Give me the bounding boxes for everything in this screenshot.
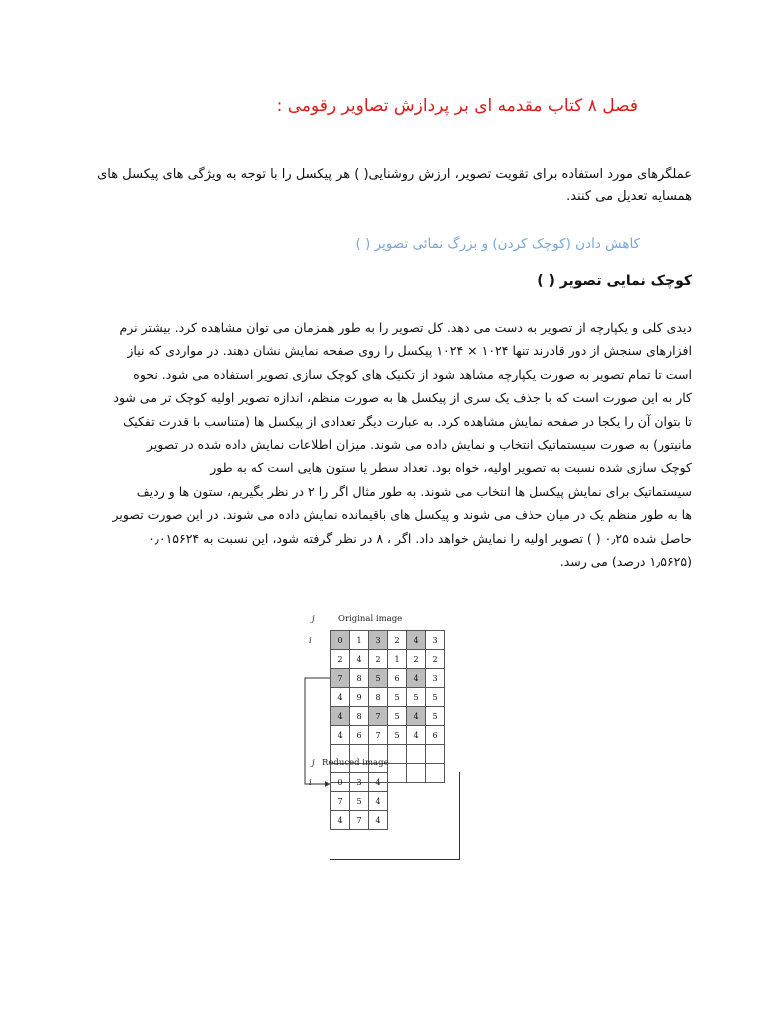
original-pixel-cell: 3 bbox=[426, 669, 445, 688]
body-line: سیستماتیک برای نمایش پیکسل ها انتخاب می شوند. به طور مثال اگر را ۲ در نظر بگیریم، ستون ها و ردیف bbox=[136, 483, 692, 499]
body-line: دیدی کلی و یکپارچه از تصویر به دست می دهد. کل تصویر را به طور همزمان می توان مشاهده کرد. بیشتر نرم bbox=[119, 320, 692, 335]
original-pixel-cell: 8 bbox=[369, 688, 388, 707]
body-line: کار به این صورت است که با جذف یک سری از پیکسل ها به صورت منظم، اندازه تصویر اولیه کوچک تر می شود bbox=[113, 390, 692, 406]
original-pixel-cell: 5 bbox=[369, 669, 388, 688]
reduced-pixel-cell: 4 bbox=[369, 773, 388, 792]
intro-paragraph: عملگرهای مورد استفاده برای تقویت تصویر، ارزش روشنایی( ) هر پیکسل را با توجه به ویژگی های پیکسل های همسایه تعدیل می کنند. bbox=[97, 167, 692, 204]
reduced-pixel-cell: 7 bbox=[350, 811, 369, 830]
reduced-pixel-cell: 5 bbox=[350, 792, 369, 811]
original-pixel-cell: 2 bbox=[331, 650, 350, 669]
reduced-pixel-cell: 4 bbox=[369, 792, 388, 811]
body-line: ها به طور منظم یک در میان حذف می شوند و پیکسل های باقیمانده نمایش داده می شوند. در این صورت تصویر bbox=[112, 507, 692, 523]
original-pixel-cell: 2 bbox=[426, 650, 445, 669]
original-pixel-cell: 2 bbox=[388, 631, 407, 650]
reduced-pixel-cell: 7 bbox=[331, 792, 350, 811]
row-marker-original: i bbox=[309, 636, 312, 646]
reduced-image-label: Reduced image bbox=[322, 758, 389, 768]
original-pixel-cell: 5 bbox=[426, 688, 445, 707]
original-pixel-cell: 4 bbox=[407, 631, 426, 650]
original-pixel-cell: 6 bbox=[426, 726, 445, 745]
reduced-image-frame bbox=[330, 772, 460, 860]
original-pixel-cell: 1 bbox=[388, 650, 407, 669]
original-pixel-cell: 5 bbox=[388, 707, 407, 726]
original-pixel-cell: 5 bbox=[426, 707, 445, 726]
original-pixel-cell: 7 bbox=[369, 707, 388, 726]
original-pixel-cell: 4 bbox=[407, 726, 426, 745]
body-line: (۱٫۵۶۲۵ درصد) می رسد. bbox=[559, 554, 692, 570]
section-heading-reduction: کوچک نمایی تصویر ( ) bbox=[537, 273, 692, 289]
original-pixel-cell: 7 bbox=[369, 726, 388, 745]
original-pixel-cell: 3 bbox=[426, 631, 445, 650]
original-pixel-cell: 9 bbox=[350, 688, 369, 707]
original-pixel-cell: 4 bbox=[350, 650, 369, 669]
body-text bbox=[77, 316, 692, 573]
reduced-pixel-cell: 4 bbox=[331, 811, 350, 830]
original-image-label: Original image bbox=[338, 614, 403, 624]
body-line: است تا تمام تصویر به صورت یکپارچه مشاهد شود از تکنیک های کوچک سازی تصویر استفاده می شود. نحوه bbox=[133, 366, 692, 382]
col-marker-original: j bbox=[312, 614, 315, 624]
reduced-pixel-cell: 0 bbox=[331, 773, 350, 792]
original-pixel-cell: 5 bbox=[388, 688, 407, 707]
body-line: کوچک سازی شده نسبت به تصویر اولیه، خواه بود. تعداد سطر یا ستون هایی است که به طور bbox=[210, 460, 692, 476]
original-pixel-cell: 4 bbox=[331, 707, 350, 726]
row-marker-reduced: i bbox=[309, 778, 312, 788]
chapter-title: فصل ۸ کتاب مقدمه ای بر پردازش تصاویر رقومی : bbox=[276, 96, 638, 116]
original-pixel-cell: 6 bbox=[350, 726, 369, 745]
original-pixel-cell: 4 bbox=[331, 726, 350, 745]
body-line: تا بتوان آن را یکجا در صفحه نمایش مشاهده کرد. به عبارت دیگر تعدادی از پیکسل ها (متناسب با قدرت تفکیک bbox=[123, 413, 692, 429]
original-pixel-cell: 3 bbox=[369, 631, 388, 650]
original-pixel-cell: 6 bbox=[388, 669, 407, 688]
body-line: افزارهای سنجش از دور قادرند تنها ۱۰۲۴ × ۱۰۲۴ پیکسل را روی صفحه نمایش نشان دهند. در مواردی که نیاز bbox=[127, 343, 692, 359]
original-pixel-cell: 1 bbox=[350, 631, 369, 650]
original-pixel-cell: 0 bbox=[331, 631, 350, 650]
original-pixel-cell: 2 bbox=[407, 650, 426, 669]
reduced-pixel-cell: 3 bbox=[350, 773, 369, 792]
col-marker-reduced: j bbox=[312, 758, 315, 768]
original-pixel-cell: 4 bbox=[331, 688, 350, 707]
image-reduction-figure bbox=[300, 612, 460, 862]
body-line: حاصل شده ۰٫۲۵ ( ) تصویر اولیه را نمایش خواهد داد. اگر ، ۸ در نظر گرفته شود، این نسبت به ۰٫۰۱۵۶۲۴ bbox=[148, 530, 692, 546]
original-pixel-cell: 7 bbox=[331, 669, 350, 688]
reduced-pixel-cell: 4 bbox=[369, 811, 388, 830]
original-pixel-cell: 4 bbox=[407, 669, 426, 688]
body-line: مانیتور) به صورت سیستماتیک انتخاب و نمایش داده می شوند. میزان اطلاعات نمایش داده شده در تصویر bbox=[146, 437, 692, 453]
original-pixel-cell: 8 bbox=[350, 707, 369, 726]
original-pixel-cell: 5 bbox=[407, 688, 426, 707]
section-heading-zoom: کاهش دادن (کوچک کردن) و بزرگ نمائی تصویر ( ) bbox=[355, 236, 640, 252]
original-pixel-cell: 8 bbox=[350, 669, 369, 688]
original-pixel-cell: 2 bbox=[369, 650, 388, 669]
original-pixel-cell: 4 bbox=[407, 707, 426, 726]
original-pixel-cell: 5 bbox=[388, 726, 407, 745]
